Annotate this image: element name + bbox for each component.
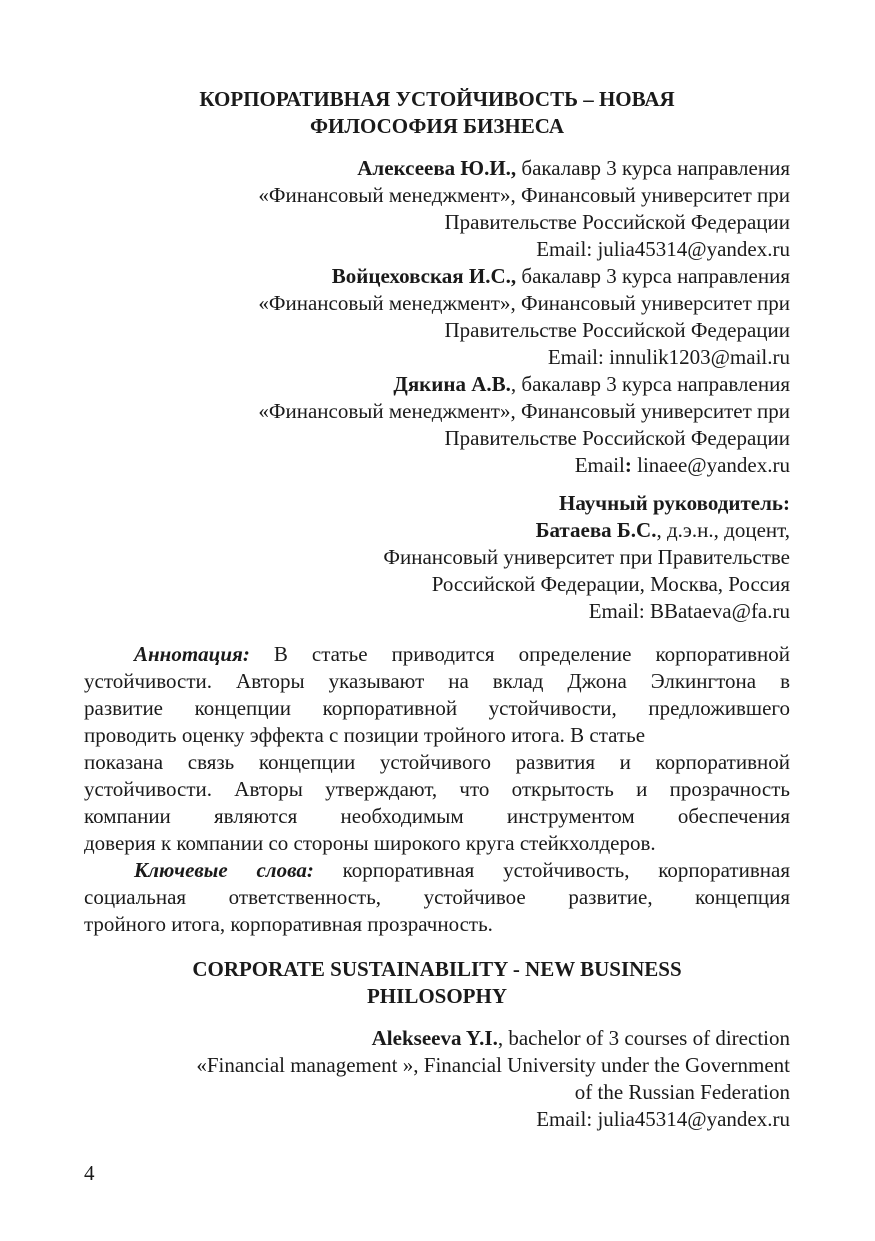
author-3-name: Дякина А.В. — [393, 372, 511, 396]
author-2-email: Email: innulik1203@mail.ru — [547, 345, 790, 369]
author-en-line2: «Financial management », Financial University under the Government — [196, 1053, 790, 1077]
supervisor-email: Email: BBataeva@fa.ru — [588, 599, 790, 623]
page-number: 4 — [84, 1161, 95, 1185]
ru-title — [84, 86, 790, 140]
author-3-line2: «Финансовый менеджмент», Финансовый университет при — [258, 399, 790, 423]
author-2-line2: «Финансовый менеджмент», Финансовый университет при — [258, 291, 790, 315]
annotation-line: Аннотация: В статье приводится определение корпоративной — [134, 642, 790, 666]
author-1-name: Алексеева Ю.И., — [357, 156, 517, 180]
annotation-label: Аннотация: — [134, 642, 250, 666]
author-en-line1: Alekseeva Y.I., bachelor of 3 courses of direction — [371, 1026, 790, 1050]
author-2-line1: Войцеховская И.С., бакалавр 3 курса направления — [331, 264, 790, 288]
en-title — [84, 956, 790, 1010]
author-1-line1: Алексеева Ю.И., бакалавр 3 курса направления — [357, 156, 790, 180]
author-3-line3: Правительстве Российской Федерации — [444, 426, 790, 450]
annotation — [84, 641, 790, 857]
keywords-label: Ключевые слова: — [134, 858, 314, 882]
authors-ru — [84, 155, 790, 479]
annotation-line: проводить оценку эффекта с позиции тройного итога. В статье — [84, 723, 646, 747]
author-1-email: Email: julia45314@yandex.ru — [536, 237, 790, 261]
author-en-email: Email: julia45314@yandex.ru — [536, 1107, 790, 1131]
keywords — [84, 857, 790, 938]
keywords-line: тройного итога, корпоративная прозрачность. — [84, 912, 493, 936]
en-title-line2: PHILOSOPHY — [366, 984, 508, 1008]
supervisor-heading: Научный руководитель: — [559, 491, 790, 515]
author-1-line2: «Финансовый менеджмент», Финансовый университет при — [258, 183, 790, 207]
author-en — [84, 1025, 790, 1133]
en-title-line1: CORPORATE SUSTAINABILITY - NEW BUSINESS — [192, 957, 682, 981]
annotation-line: доверия к компании со стороны широкого круга стейкхолдеров. — [84, 831, 656, 855]
ru-title-line2: ФИЛОСОФИЯ БИЗНЕСА — [309, 114, 565, 138]
author-2-name: Войцеховская И.С., — [331, 264, 517, 288]
author-en-name: Alekseeva Y.I. — [371, 1026, 498, 1050]
ru-title-line1: КОРПОРАТИВНАЯ УСТОЙЧИВОСТЬ – НОВАЯ — [199, 87, 675, 111]
author-2-line3: Правительстве Российской Федерации — [444, 318, 790, 342]
supervisor-line2: Батаева Б.С., д.э.н., доцент, — [535, 518, 790, 542]
keywords-line: Ключевые слова: корпоративная устойчивость, корпоративная — [134, 858, 790, 882]
supervisor — [84, 490, 790, 625]
author-1-line3: Правительстве Российской Федерации — [444, 210, 790, 234]
annotation-line: устойчивости. Авторы указывают на вклад Джона Элкингтона в — [84, 669, 790, 693]
supervisor-name: Батаева Б.С. — [535, 518, 657, 542]
supervisor-line4: Российской Федерации, Москва, Россия — [431, 572, 790, 596]
supervisor-line3: Финансовый университет при Правительстве — [383, 545, 790, 569]
author-en-line3: of the Russian Federation — [574, 1080, 790, 1104]
author-3-email: Email: linaee@yandex.ru — [574, 453, 790, 477]
annotation-line: компании являются необходимым инструментом обеспечения — [84, 804, 790, 828]
annotation-line: показана связь концепции устойчивого развития и корпоративной — [84, 750, 790, 774]
annotation-line: развитие концепции корпоративной устойчивости, предложившего — [84, 696, 790, 720]
author-3-line1: Дякина А.В., бакалавр 3 курса направления — [393, 372, 790, 396]
keywords-line: социальная ответственность, устойчивое развитие, концепция — [84, 885, 790, 909]
annotation-line: устойчивости. Авторы утверждают, что открытость и прозрачность — [84, 777, 790, 801]
